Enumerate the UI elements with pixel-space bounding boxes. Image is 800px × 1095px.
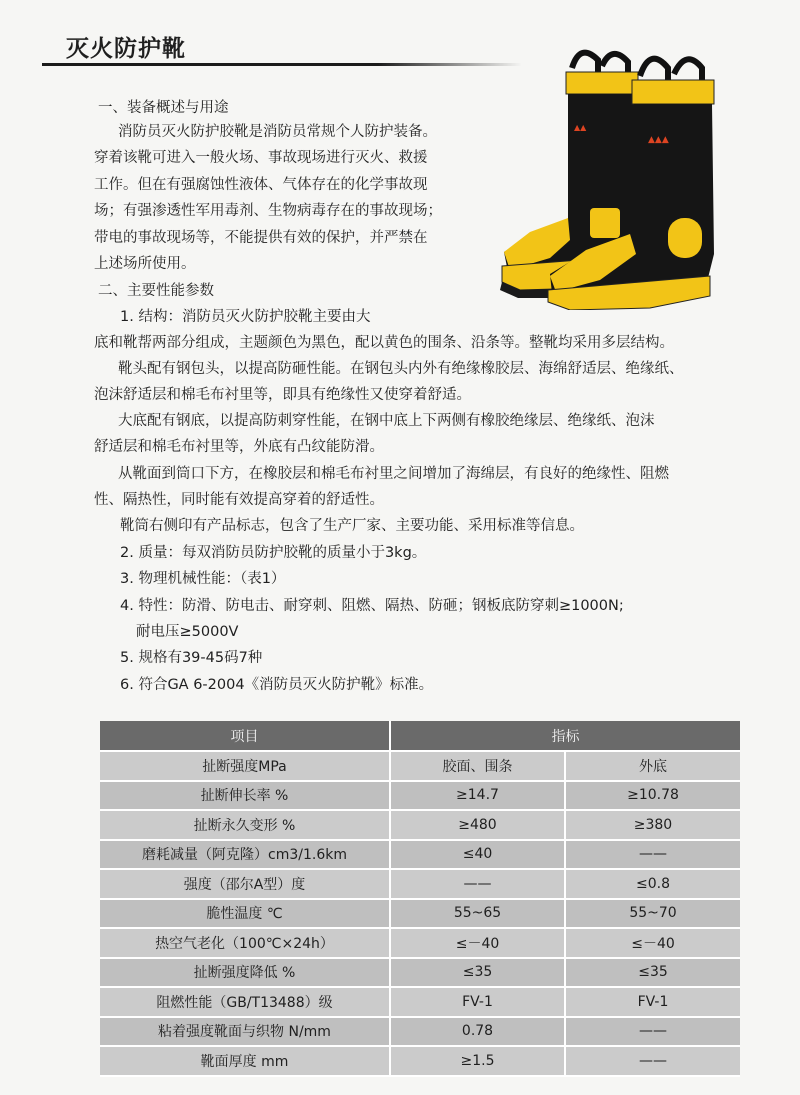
row-value-b: ≥380 [565, 810, 740, 840]
section2-line: 2. 质量：每双消防员防护胶靴的质量小于3kg。 [120, 545, 427, 561]
row-item: 扯断强度降低 % [100, 958, 390, 988]
section1-line: 穿着该靴可进入一般火场、事故现场进行灭火、救援 [94, 150, 428, 166]
row-item: 阻燃性能（GB/T13488）级 [100, 987, 390, 1017]
row-value-a: ≥1.5 [390, 1046, 565, 1076]
svg-text:▲▲: ▲▲ [574, 123, 587, 132]
section2-line: 5. 规格有39-45码7种 [120, 650, 263, 666]
row-value-b: —— [565, 840, 740, 870]
row-value-a: ≤35 [390, 958, 565, 988]
table-row [100, 751, 740, 781]
title-underline [42, 63, 522, 66]
row-item: 扯断伸长率 % [100, 781, 390, 811]
table-row [100, 958, 740, 988]
row-item: 扯断强度MPa [100, 751, 390, 781]
fire-boots-image [490, 40, 740, 310]
row-value-a: ≥480 [390, 810, 565, 840]
row-value-b: 外底 [565, 751, 740, 781]
row-value-a: 55~65 [390, 899, 565, 929]
row-item: 脆性温度 ℃ [100, 899, 390, 929]
row-item: 粘着强度靴面与织物 N/mm [100, 1017, 390, 1047]
section1-line: 消防员灭火防护胶靴是消防员常规个人防护装备。 [118, 124, 437, 140]
row-value-b: ≤0.8 [565, 869, 740, 899]
section2-line: 1. 结构：消防员灭火防护胶靴主要由大 [120, 309, 371, 325]
page-title: 灭火防护靴 [66, 36, 186, 62]
section1-line: 带电的事故现场等，不能提供有效的保护，并严禁在 [94, 230, 428, 246]
row-value-b: ≤35 [565, 958, 740, 988]
section2-line: 舒适层和棉毛布衬里等，外底有凸纹能防滑。 [94, 439, 384, 455]
row-value-b: —— [565, 1017, 740, 1047]
section2-line: 大底配有钢底，以提高防刺穿性能，在钢中底上下两侧有橡胶绝缘层、绝缘纸、泡沫 [118, 413, 655, 429]
row-item: 扯断永久变形 % [100, 810, 390, 840]
section2-line: 4. 特性：防滑、防电击、耐穿刺、阻燃、隔热、防砸；钢板底防穿刺≥1000N; [120, 598, 624, 614]
row-item: 靴面厚度 mm [100, 1046, 390, 1076]
row-value-b: —— [565, 1046, 740, 1076]
table-row [100, 781, 740, 811]
table-header-row [100, 721, 740, 751]
header-item: 项目 [100, 721, 390, 751]
table-row [100, 1017, 740, 1047]
section1-line: 场；有强渗透性军用毒剂、生物病毒存在的事故现场； [94, 203, 442, 219]
spec-table [100, 721, 740, 1077]
row-value-b: ≥10.78 [565, 781, 740, 811]
row-value-a: ≤－40 [390, 928, 565, 958]
table-row [100, 899, 740, 929]
row-item: 磨耗减量（阿克隆）cm3/1.6km [100, 840, 390, 870]
section1-line: 工作。但在有强腐蚀性液体、气体存在的化学事故现 [94, 177, 428, 193]
section2-line: 6. 符合GA 6-2004《消防员灭火防护靴》标准。 [120, 677, 434, 693]
section2-line: 靴筒右侧印有产品标志，包含了生产厂家、主要功能、采用标准等信息。 [120, 518, 584, 534]
table-row [100, 840, 740, 870]
row-value-a: 胶面、围条 [390, 751, 565, 781]
row-value-b: FV-1 [565, 987, 740, 1017]
section2-line: 泡沫舒适层和棉毛布衬里等，即具有绝缘性又使穿着舒适。 [94, 387, 471, 403]
section1-heading: 一、装备概述与用途 [98, 100, 229, 116]
row-value-b: 55~70 [565, 899, 740, 929]
table-row [100, 810, 740, 840]
row-value-b: ≤－40 [565, 928, 740, 958]
section2-heading: 二、主要性能参数 [98, 283, 214, 299]
row-value-a: FV-1 [390, 987, 565, 1017]
table-row [100, 928, 740, 958]
section1-line: 上述场所使用。 [94, 256, 196, 272]
section2-line: 从靴面到筒口下方，在橡胶层和棉毛布衬里之间增加了海绵层，有良好的绝缘性、阻燃 [118, 466, 669, 482]
table-row [100, 987, 740, 1017]
row-item: 强度（邵尔A型）度 [100, 869, 390, 899]
table-row [100, 869, 740, 899]
row-value-a: ≥14.7 [390, 781, 565, 811]
row-value-a: ≤40 [390, 840, 565, 870]
section2-line: 耐电压≥5000V [136, 624, 239, 640]
row-value-a: —— [390, 869, 565, 899]
svg-text:▲▲▲: ▲▲▲ [648, 135, 669, 145]
section2-line: 3. 物理机械性能：（表1） [120, 571, 286, 587]
table-row [100, 1046, 740, 1076]
row-value-a: 0.78 [390, 1017, 565, 1047]
header-indicator: 指标 [390, 721, 740, 751]
section2-line: 性、隔热性，同时能有效提高穿着的舒适性。 [94, 492, 384, 508]
section2-line: 靴头配有钢包头，以提高防砸性能。在钢包头内外有绝缘橡胶层、海绵舒适层、绝缘纸、 [118, 361, 684, 377]
section2-line: 底和靴帮两部分组成，主题颜色为黑色，配以黄色的围条、沿条等。整靴均采用多层结构。 [94, 335, 674, 351]
row-item: 热空气老化（100℃×24h） [100, 928, 390, 958]
